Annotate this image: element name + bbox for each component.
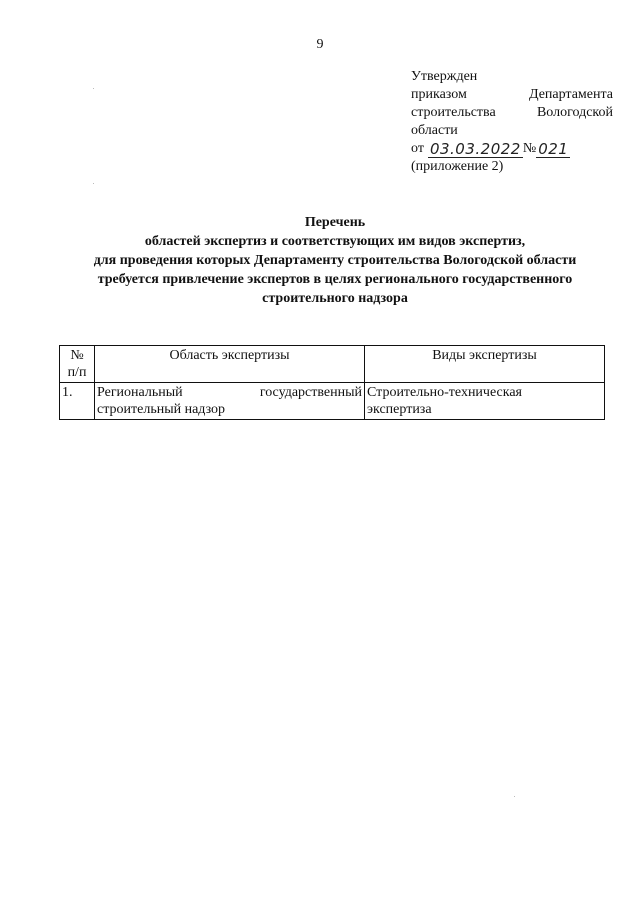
document-title: [40, 213, 630, 308]
department-label: Департамента: [528, 87, 613, 102]
approval-line-order: [411, 86, 613, 104]
order-label: приказом: [411, 87, 467, 102]
approval-date-line: [411, 140, 613, 158]
table-header-row: [60, 346, 605, 383]
table-row: [60, 383, 605, 420]
title-line-3: для проведения которых Департаменту строительства Вологодской области: [93, 253, 577, 268]
date-prefix: от: [411, 141, 424, 156]
approval-line-oblast: [411, 122, 613, 140]
row-area-word-regional: Региональный: [97, 385, 183, 400]
row-types-line-1: Строительно-техническая: [367, 385, 522, 400]
handwritten-number: 021: [538, 140, 569, 158]
row-types-line-2: экспертиза: [367, 402, 432, 417]
title-line-5: строительного надзора: [262, 291, 408, 306]
title-line-2: областей экспертиз и соответствующих им видов экспертиз,: [144, 234, 526, 249]
region-label: Вологодской: [536, 105, 613, 120]
page-number: 9: [316, 37, 324, 52]
scan-speck: [93, 88, 94, 89]
header-area: Область экспертизы: [95, 346, 365, 383]
number-prefix: №: [522, 141, 537, 156]
construction-label: строительства: [411, 105, 496, 120]
approval-line-appendix: [411, 158, 613, 176]
title-line-1: Перечень: [304, 215, 366, 230]
row-number: 1.: [60, 383, 95, 420]
approved-label: Утвержден: [411, 69, 478, 84]
handwritten-date: 03.03.2022: [429, 140, 521, 158]
title-line-4: требуется привлечение экспертов в целях регионального государственного: [97, 272, 573, 287]
row-area: [95, 383, 365, 420]
approval-line-approved: [411, 68, 613, 86]
approval-block: [411, 68, 613, 176]
row-area-line-1: [97, 384, 362, 401]
header-types: Виды экспертизы: [365, 346, 605, 383]
scan-speck: [93, 183, 94, 184]
row-area-word-state: государственный: [259, 385, 362, 400]
row-types: [365, 383, 605, 420]
appendix-label: (приложение 2): [411, 159, 504, 174]
header-number: [60, 346, 95, 383]
approval-line-construction: [411, 104, 613, 122]
oblast-label: области: [411, 123, 458, 138]
header-number-symbol: №: [70, 348, 84, 363]
expertise-table: [59, 345, 605, 420]
row-area-line-2: строительный надзор: [97, 402, 226, 417]
scan-speck: [514, 796, 515, 797]
header-number-pp: п/п: [67, 365, 87, 380]
